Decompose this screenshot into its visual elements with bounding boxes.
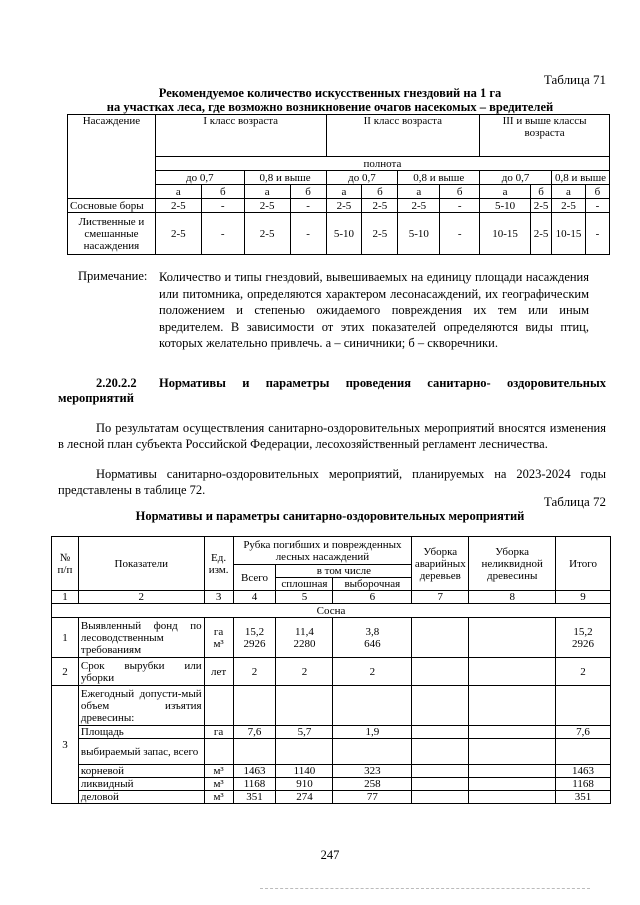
cell: 2: [333, 658, 412, 686]
cell: -: [290, 213, 326, 255]
column-number: 6: [333, 591, 412, 604]
table71: [67, 114, 610, 255]
cell: 10-15: [480, 213, 531, 255]
cell: [412, 618, 469, 658]
header-class-2: II класс возраста: [326, 115, 480, 157]
cell: [469, 778, 556, 791]
header-clear: сплошная: [276, 578, 333, 591]
table72-title: Нормативы и параметры санитарно-оздоровительных мероприятий: [135, 509, 525, 523]
cell: -: [440, 213, 480, 255]
value: 11,4: [295, 625, 314, 638]
cell: [469, 686, 556, 726]
header-sum: Итого: [556, 537, 611, 591]
paragraph-1: По результатам осуществления санитарно-оздоровительных мероприятий вносятся изменения в лесной план субъекта Российской Федерации, лесохозяйственный регламент лесничества.: [58, 421, 606, 451]
cell: [412, 726, 469, 739]
table-row: [52, 739, 611, 765]
header-a: а: [480, 185, 531, 199]
column-number: 2: [78, 591, 204, 604]
header-08up: 0,8 и выше: [398, 171, 480, 185]
cell: -: [201, 199, 244, 213]
row-name-line: насаждения: [83, 239, 140, 252]
unit: лет: [204, 658, 233, 686]
section-heading-line1: Нормативы и параметры проведения санитарно- оздоровительных: [159, 376, 606, 390]
cell: 2-5: [362, 199, 398, 213]
header-stand: Насаждение: [68, 115, 156, 199]
cell: [276, 618, 333, 658]
cell: -: [585, 199, 609, 213]
cell: -: [290, 199, 326, 213]
cell: [469, 658, 556, 686]
value: 3,8: [365, 625, 380, 638]
unit: м³: [204, 778, 233, 791]
header-b: б: [362, 185, 398, 199]
unit: м³: [204, 791, 233, 804]
header-to07: до 0,7: [326, 171, 398, 185]
scan-artifact-line: [260, 888, 590, 889]
cell: 2-5: [531, 213, 552, 255]
cell: [412, 778, 469, 791]
section-number: 2.20.2.2: [96, 376, 137, 390]
cell: -: [585, 213, 609, 255]
cell: 2-5: [362, 213, 398, 255]
header-b: б: [440, 185, 480, 199]
cell: [469, 618, 556, 658]
table-row: [52, 765, 611, 778]
cell: 1463: [233, 765, 276, 778]
row-name-line: Лиственные и: [78, 215, 145, 228]
row-name: Срок вырубки или уборки: [78, 658, 204, 686]
cell: 2-5: [326, 199, 362, 213]
cell: 7,6: [233, 726, 276, 739]
note-text: Количество и типы гнездовий, вывешиваемых на единицу площади насаждения или питомника, определяются характером лесонасаждений, их географическим положением и степенью ожидаемого повреждения их тем или иным вредителем. В зависимости от этих показателей определяются виды птиц, которых желательно привлечь. а – синичники; б – скворечники.: [159, 270, 589, 350]
table-row: [52, 791, 611, 804]
header-selective: выборочная: [333, 578, 412, 591]
column-number: 4: [233, 591, 276, 604]
row-name: ликвидный: [78, 778, 204, 791]
column-number: 3: [204, 591, 233, 604]
value: 646: [364, 637, 381, 650]
cell: 2-5: [155, 199, 201, 213]
unit-cell: [204, 618, 233, 658]
value: 2926: [243, 637, 266, 650]
cell: 2-5: [552, 199, 586, 213]
header-indicators: Показатели: [78, 537, 204, 591]
cell: [276, 686, 333, 726]
cell: [233, 686, 276, 726]
cell: 1463: [556, 765, 611, 778]
cell: [412, 658, 469, 686]
table71-caption: Таблица 71: [543, 72, 606, 87]
header-b: б: [201, 185, 244, 199]
note-label: Примечание:: [78, 269, 148, 283]
unit: га: [213, 625, 224, 638]
header-class-1: I класс возраста: [155, 115, 326, 157]
cell: [412, 765, 469, 778]
column-number: 5: [276, 591, 333, 604]
value: 2280: [293, 637, 316, 650]
cell: 5-10: [480, 199, 531, 213]
header-num: № п/п: [52, 537, 79, 591]
cell: [333, 739, 412, 765]
cell: 1140: [276, 765, 333, 778]
cell: [556, 618, 611, 658]
cell: 1,9: [333, 726, 412, 739]
row-name: корневой: [78, 765, 204, 778]
cell: [412, 791, 469, 804]
cell: 10-15: [552, 213, 586, 255]
table72: [51, 536, 611, 804]
cell: [469, 791, 556, 804]
cell: 2-5: [244, 199, 290, 213]
row-number: 1: [52, 618, 79, 658]
value: 2926: [572, 637, 595, 650]
header-a: а: [552, 185, 586, 199]
cell: [412, 739, 469, 765]
header-08up: 0,8 и выше: [552, 171, 610, 185]
column-number: 1: [52, 591, 79, 604]
value: 15,2: [244, 625, 265, 638]
row-name: Сосновые боры: [68, 199, 156, 213]
header-08up: 0,8 и выше: [244, 171, 326, 185]
header-unit: Ед. изм.: [204, 537, 233, 591]
header-emergency: Уборка аварийных деревьев: [412, 537, 469, 591]
row-name: Площадь: [78, 726, 204, 739]
cell: 5-10: [398, 213, 440, 255]
row-name: выбираемый запас, всего: [78, 739, 204, 765]
cell: [276, 739, 333, 765]
cell: [556, 686, 611, 726]
table-row: [52, 658, 611, 686]
section-heading-line2: мероприятий: [58, 391, 134, 405]
cell: [204, 739, 233, 765]
cell: 910: [276, 778, 333, 791]
header-nonliquid: Уборка неликвидной древесины: [469, 537, 556, 591]
row-name: деловой: [78, 791, 204, 804]
cell: [469, 726, 556, 739]
cell: [333, 686, 412, 726]
table-row: [52, 618, 611, 658]
header-b: б: [531, 185, 552, 199]
cell: 2: [556, 658, 611, 686]
unit: м³: [204, 765, 233, 778]
row-name: [68, 213, 156, 255]
header-a: а: [155, 185, 201, 199]
column-number: 9: [556, 591, 611, 604]
table71-title-line1: Рекомендуемое количество искусственных гнездовий на 1 га: [158, 86, 502, 100]
cell: [412, 686, 469, 726]
row-number: 2: [52, 658, 79, 686]
header-total: Всего: [233, 565, 276, 591]
header-felling: Рубка погибших и поврежденных лесных насаждений: [233, 537, 412, 565]
cell: 5,7: [276, 726, 333, 739]
header-a: а: [326, 185, 362, 199]
column-numbers-row: [52, 591, 611, 604]
cell: [333, 618, 412, 658]
row-number: 3: [52, 686, 79, 804]
cell: 2-5: [244, 213, 290, 255]
cell: 2-5: [398, 199, 440, 213]
species-row: Сосна: [52, 604, 611, 618]
header-a: а: [244, 185, 290, 199]
cell: 351: [556, 791, 611, 804]
cell: -: [440, 199, 480, 213]
cell: 77: [333, 791, 412, 804]
cell: 2: [233, 658, 276, 686]
cell: 2: [276, 658, 333, 686]
table-row: [52, 778, 611, 791]
column-number: 8: [469, 591, 556, 604]
cell: 258: [333, 778, 412, 791]
row-name-line: смешанные: [84, 227, 139, 240]
cell: [556, 739, 611, 765]
cell: [233, 618, 276, 658]
table-row: [52, 726, 611, 739]
table-row: [52, 686, 611, 726]
header-to07: до 0,7: [480, 171, 552, 185]
cell: [204, 686, 233, 726]
cell: 2-5: [155, 213, 201, 255]
row-name: Выявленный фонд по лесоводственным требованиям: [78, 618, 204, 658]
table71-title-line2: на участках леса, где возможно возникновение очагов насекомых – вредителей: [106, 100, 554, 114]
cell: 351: [233, 791, 276, 804]
header-a: а: [398, 185, 440, 199]
unit: га: [204, 726, 233, 739]
cell: 2-5: [531, 199, 552, 213]
header-density: полнота: [155, 157, 609, 171]
unit: м³: [213, 637, 224, 650]
value: 15,2: [573, 625, 593, 638]
paragraph-2: Нормативы санитарно-оздоровительных мероприятий, планируемых на 2023-2024 годы представлены в таблице 72.: [58, 467, 606, 497]
cell: [469, 765, 556, 778]
cell: 1168: [556, 778, 611, 791]
header-b: б: [290, 185, 326, 199]
cell: 7,6: [556, 726, 611, 739]
page-number: 247: [320, 848, 340, 862]
table-row: [68, 213, 610, 255]
cell: 274: [276, 791, 333, 804]
cell: 1168: [233, 778, 276, 791]
table72-caption: Таблица 72: [543, 494, 606, 509]
row-name: Ежегодный допусти-мый объем изъятия древесины:: [78, 686, 204, 726]
cell: [469, 739, 556, 765]
cell: -: [201, 213, 244, 255]
table-row: [68, 199, 610, 213]
header-including: в том числе: [276, 565, 412, 578]
cell: [233, 739, 276, 765]
cell: 5-10: [326, 213, 362, 255]
cell: 323: [333, 765, 412, 778]
header-class-3: III и выше классы возраста: [480, 115, 610, 157]
header-to07: до 0,7: [155, 171, 244, 185]
column-number: 7: [412, 591, 469, 604]
header-b: б: [585, 185, 609, 199]
